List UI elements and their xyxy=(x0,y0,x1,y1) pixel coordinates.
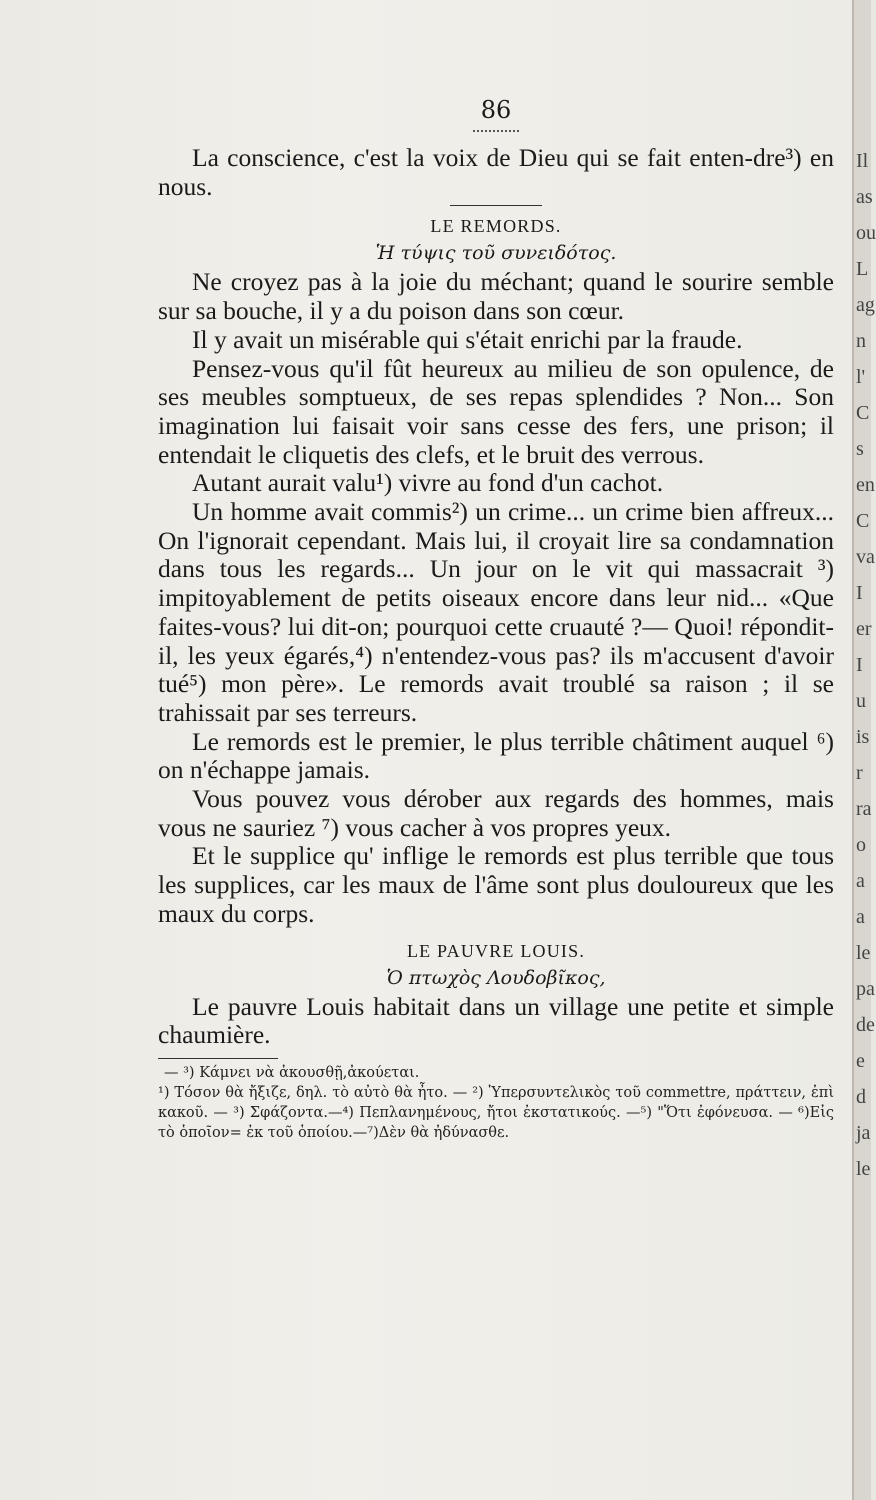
edge-letter: le xyxy=(856,1158,871,1180)
section-title-remords: LE REMORDS. xyxy=(430,216,562,237)
edge-letter: u xyxy=(856,690,866,712)
paragraph: Il y avait un misérable qui s'était enrichi par la fraude. xyxy=(192,324,743,354)
paragraph-intro: La conscience, c'est la voix de Dieu qui se fait enten-dre³) en nous. xyxy=(158,143,834,201)
paragraph: Un homme avait commis²) un crime... un crime bien affreux... On l'ignorait cependant. Mais lui, il croyait lire sa condamnation dans tous les regards... Un jour on le vit qui massacrait ³) impitoyablement de petits oiseaux encore dans leur nid... «Que faites-vous? lui dit-on; pourquoi cette cruauté ?— Quoi! répondit-il, les yeux égarés,⁴) n'entendez-vous pas? ils m'accusent d'avoir tué⁵) mon père». Le remords avait troublé sa raison ; il se trahissait par ses terreurs. xyxy=(158,497,834,727)
footnotes xyxy=(158,1063,834,1143)
edge-letter: ou xyxy=(856,222,876,244)
footnote: ¹) Τόσον θὰ ἤξιζε, δηλ. τὸ αὐτὸ θὰ ἦτο. — ²) Ὑπερσυντελικὸς τοῦ commettre, πράττειν, ἐπὶ κακοῦ. — ³) Σφάζοντα.—⁴) Πεπλανημένους, ἤτοι ἐκστατικούς. —⁵) "Ὅτι ἐφόνευσα. — ⁶)Εἰς τὸ ὁποῖον= ἐκ τοῦ ὁποίου.—⁷)Δὲν θὰ ἠδύνασθε. xyxy=(158,1084,834,1141)
footnote: — ³) Κάμνει νὰ ἀκουσθῇ,ἀκούεται. xyxy=(164,1064,420,1081)
paragraph: Vous pouvez vous dérober aux regards des hommes, mais vous ne sauriez ⁷) vous cacher à vos propres yeux. xyxy=(158,784,834,842)
edge-letter: ja xyxy=(856,1122,871,1144)
edge-letter: is xyxy=(856,726,870,748)
edge-letter: I xyxy=(856,582,863,604)
edge-letter: er xyxy=(856,618,872,640)
edge-letter: a xyxy=(856,906,865,928)
page-content xyxy=(158,96,834,1143)
greek-title-remords: Ἡ τύψις τοῦ συνειδότος. xyxy=(375,242,617,265)
edge-letter: pa xyxy=(856,978,875,1000)
edge-letter: d xyxy=(856,1086,866,1108)
edge-letter: de xyxy=(856,1014,875,1036)
adjacent-page-edge xyxy=(852,0,876,1500)
edge-letter: I xyxy=(856,654,863,676)
paragraph: Pensez-vous qu'il fût heureux au milieu de son opulence, de ses meubles somptueux, de ses repas splendides ? Non... Son imagination lui faisait voir sans cesse des fers, une prison; il entendait le cliquetis des clefs, et le bruit des verrous. xyxy=(158,353,834,469)
edge-letter: n xyxy=(856,330,866,352)
paragraph: Ne croyez pas à la joie du méchant; quand le sourire semble sur sa bouche, il y a du poison dans son cœur. xyxy=(158,267,834,326)
edge-letter: as xyxy=(856,186,873,208)
edge-letter: C xyxy=(856,402,870,424)
edge-letter: o xyxy=(856,834,866,856)
paragraph: Le pauvre Louis habitait dans un village une petite et simple chaumière. xyxy=(158,991,834,1050)
edge-letter: L xyxy=(856,258,869,280)
greek-title-louis: Ὁ πτωχὸς Λουδοβῖκος, xyxy=(386,966,606,989)
edge-letter: C xyxy=(856,510,870,532)
edge-letter: ra xyxy=(856,798,872,820)
edge-letter: ag xyxy=(856,294,875,316)
edge-letter: Il xyxy=(856,150,869,172)
edge-letter: va xyxy=(856,546,875,568)
edge-letter: e xyxy=(856,1050,865,1072)
edge-letter: r xyxy=(856,762,863,784)
page-number: 86 xyxy=(480,96,512,124)
edge-letter: s xyxy=(856,438,864,460)
edge-letter: a xyxy=(856,870,865,892)
paragraph: Et le supplice qu' inflige le remords est plus terrible que tous les supplices, car les maux de l'âme sont plus douloureux que les maux du corps. xyxy=(158,841,834,928)
paragraph: Le remords est le premier, le plus terrible châtiment auquel ⁶) on n'échappe jamais. xyxy=(158,726,834,785)
edge-letter: le xyxy=(856,942,871,964)
edge-letter: en xyxy=(856,474,875,496)
footnote-rule xyxy=(158,1058,278,1059)
section-rule xyxy=(450,205,542,206)
section-title-louis: LE PAUVRE LOUIS. xyxy=(406,940,586,961)
ornament-divider xyxy=(473,124,519,132)
paragraph: Autant aurait valu¹) vivre au fond d'un cachot. xyxy=(192,468,664,498)
edge-letter: l' xyxy=(856,366,866,388)
